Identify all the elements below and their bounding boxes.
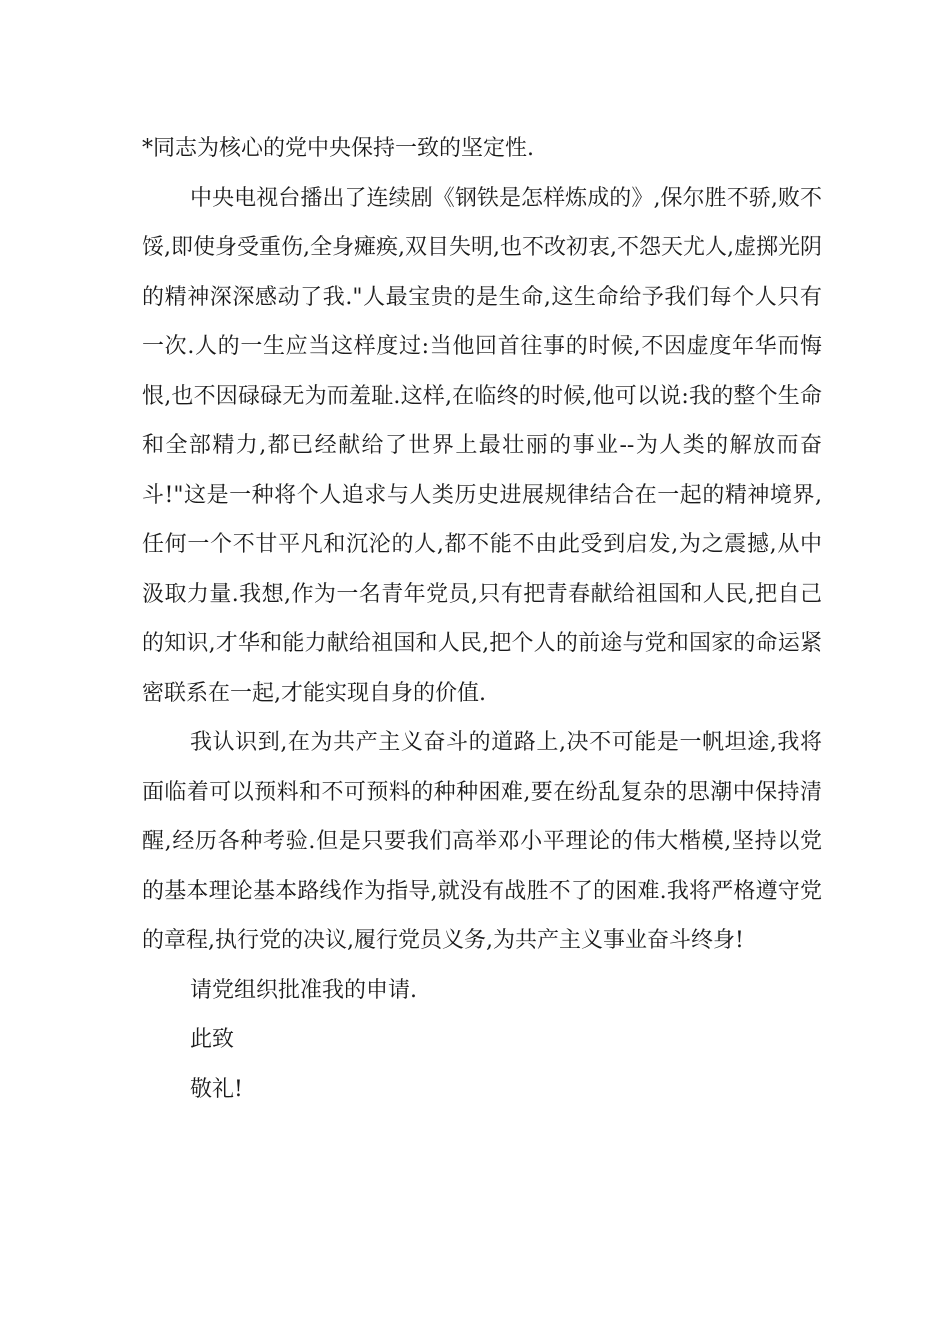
paragraph-resolution: 我认识到,在为共产主义奋斗的道路上,决不可能是一帆坦途,我将面临着可以预料和不可预料的种种困难,要在纷乱复杂的思潮中保持清醒,经历各种考验.但是只要我们高举邓小平理论的伟大楷模,坚持以党的基本理论基本路线作为指导,就没有战胜不了的困难.我将严格遵守党的章程,执行党的决议,履行党员义务,为共产主义事业奋斗终身! [142, 730, 822, 953]
paragraph-tv-series: 中央电视台播出了连续剧《钢铁是怎样炼成的》,保尔胜不骄,败不馁,即使身受重伤,全身瘫痪,双目失明,也不改初衷,不怨天尤人,虚掷光阴的精神深深感动了我."人最宝贵的是生命,这生命给予我们每个人只有一次.人的一生应当这样度过:当他回首往事的时候,不因虚度年华而悔恨,也不因碌碌无为而羞耻.这样,在临终的时候,他可以说:我的整个生命和全部精力,都已经献给了世界上最壮丽的事业--为人类的解放而奋斗!"这是一种将个人追求与人类历史进展规律结合在一起的精神境界,任何一个不甘平凡和沉沦的人,都不能不由此受到启发,为之震撼,从中汲取力量.我想,作为一名青年党员,只有把青春献给祖国和人民,把自己的知识,才华和能力献给祖国和人民,把个人的前途与党和国家的命运紧密联系在一起,才能实现自身的价值. [142, 185, 822, 706]
closing-cizhi: 此致 [190, 1027, 235, 1052]
paragraph-continuation: *同志为核心的党中央保持一致的坚定性. [142, 136, 534, 161]
paragraph-request: 请党组织批准我的申请. [190, 977, 417, 1003]
document-body [142, 124, 822, 1114]
closing-jingli: 敬礼! [190, 1076, 243, 1102]
